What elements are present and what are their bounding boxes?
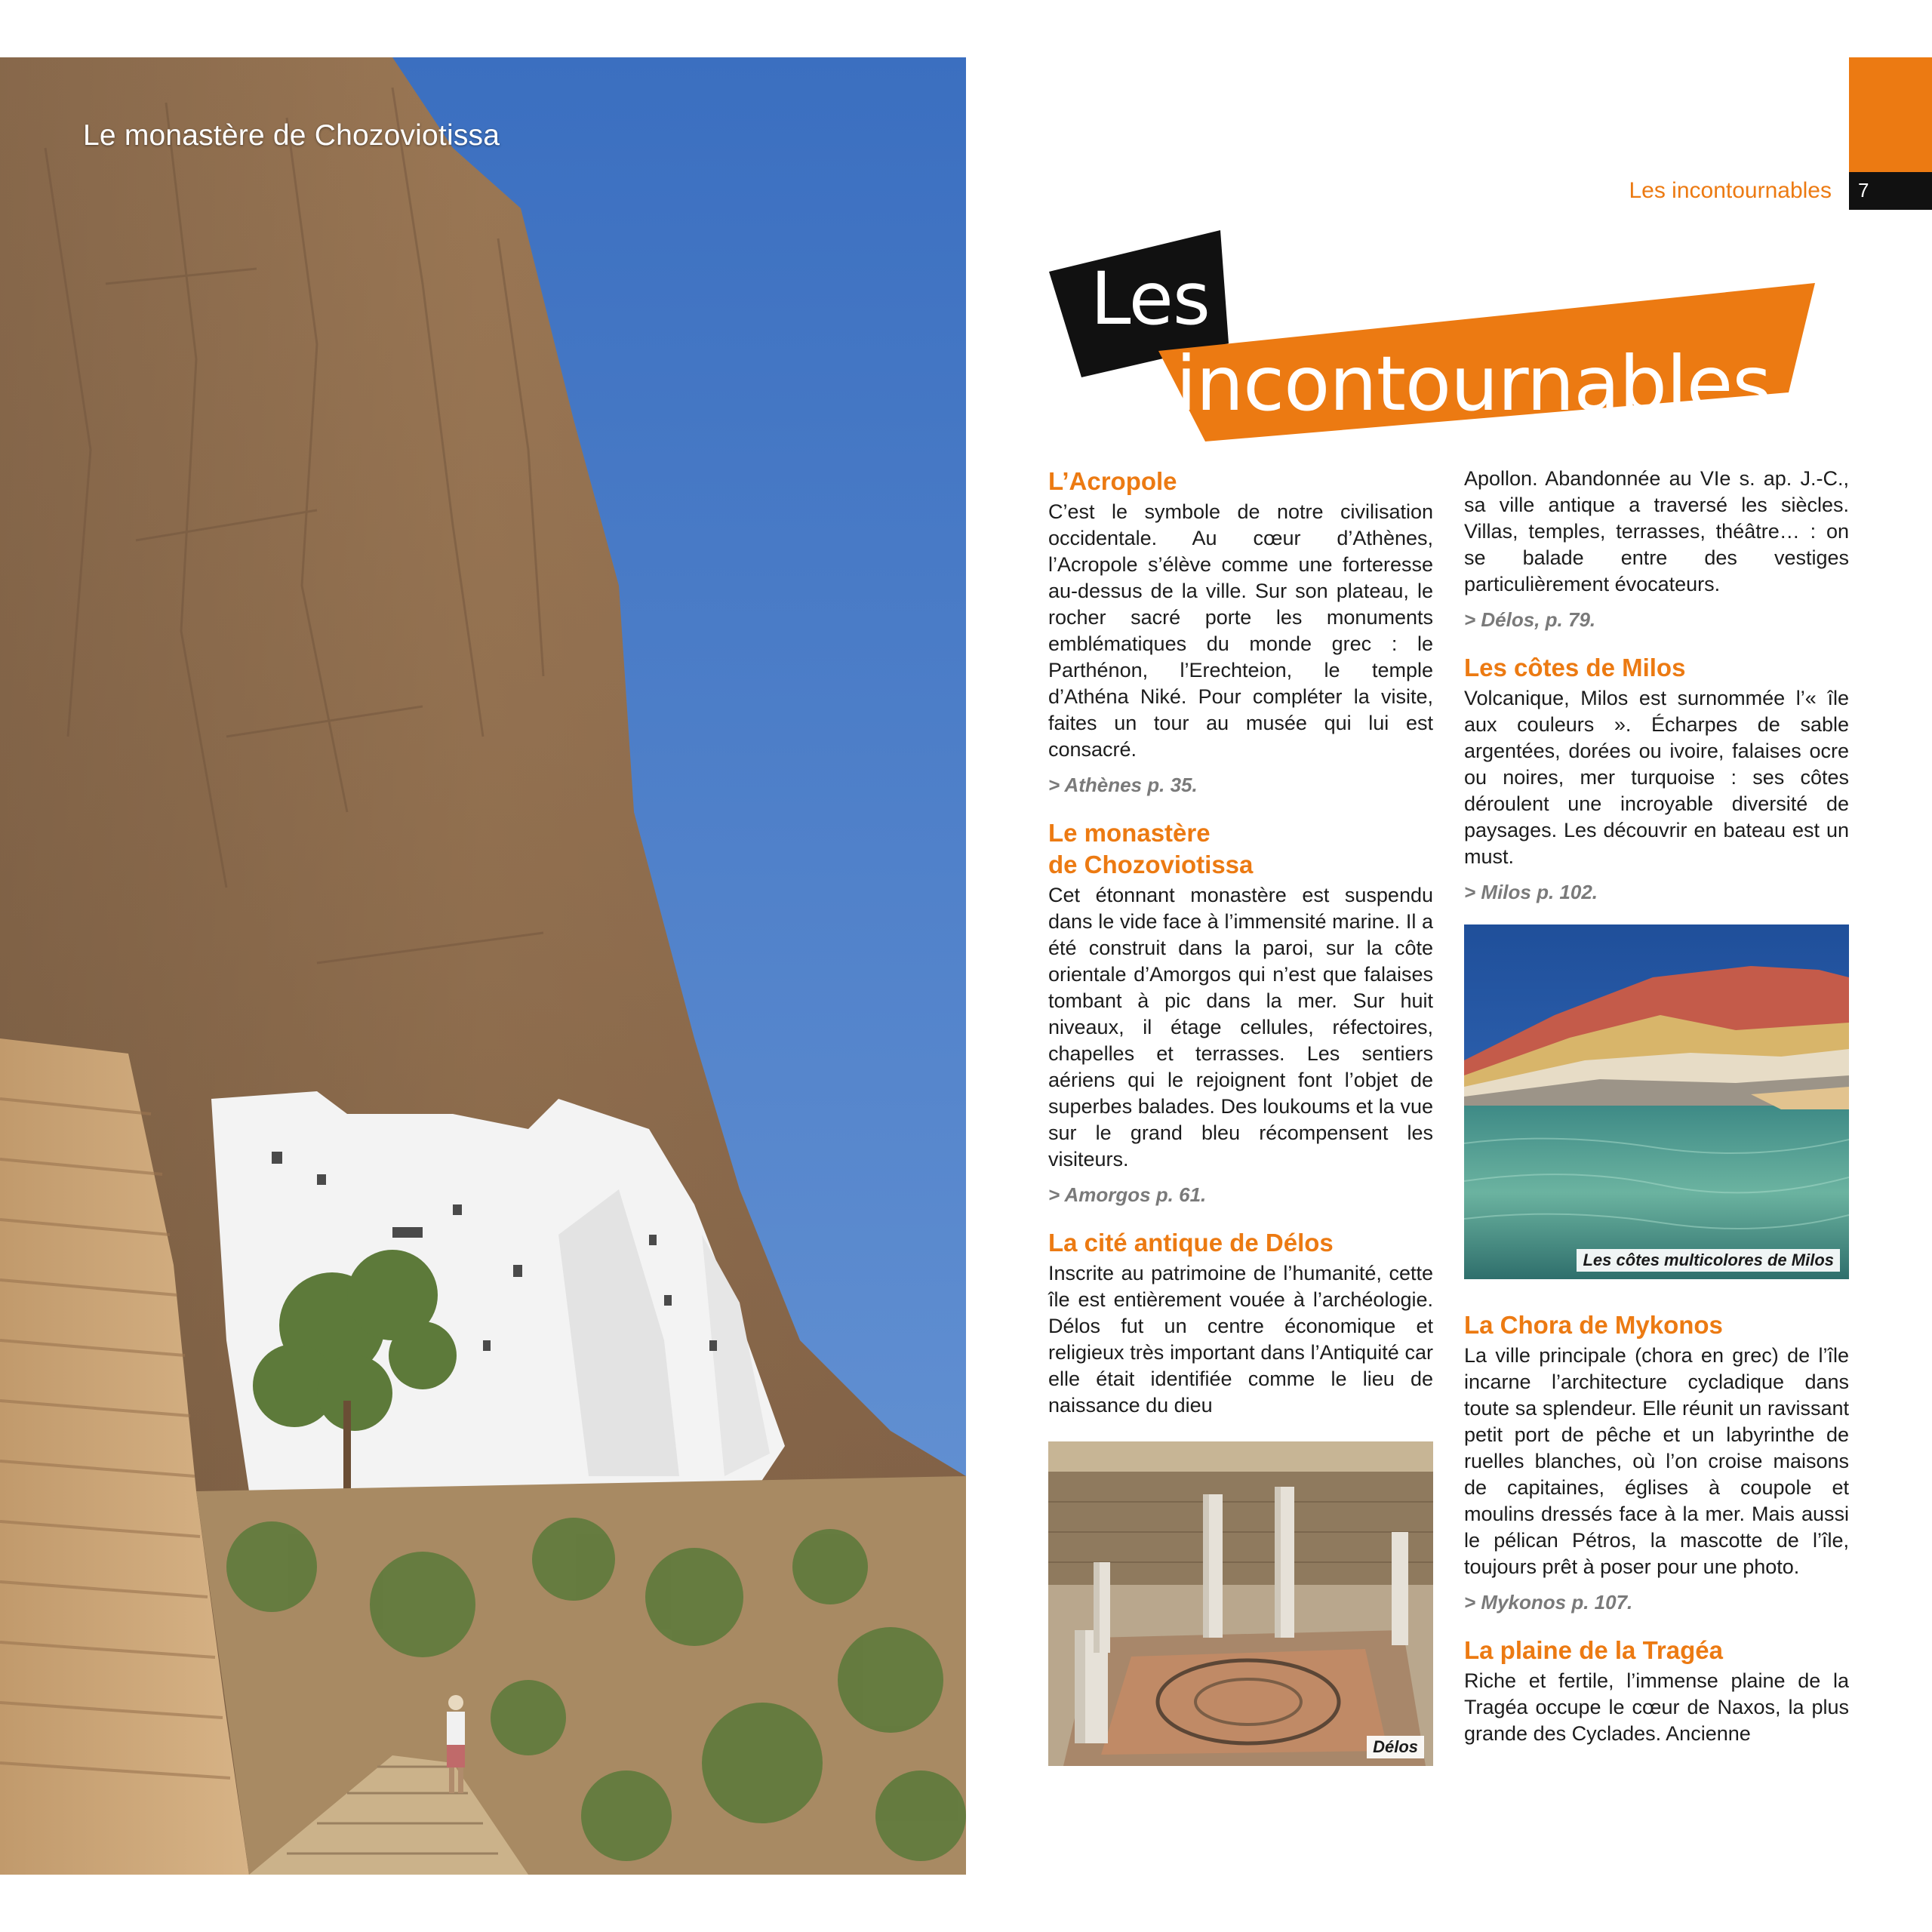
delos-illustration xyxy=(1048,1441,1433,1766)
running-head: Les incontournables xyxy=(1629,178,1832,203)
entry-heading-line-1: Le monastère xyxy=(1048,819,1211,847)
entry-body: C’est le symbole de notre civilisation occidentale. Au cœur d’Athènes, l’Acropole s’élève comme une forteresse au-dessus de la ville. Sur son plateau, le rocher sacré porte les monuments emblématiques du monde grec : le Parthénon, l’Erechteion, le temple d’Athéna Niké. Pour compléter la visite, faites un tour au musée qui lui est consacré. xyxy=(1048,500,1433,761)
photo-label: Délos xyxy=(1367,1736,1424,1758)
entry-heading xyxy=(1048,817,1433,881)
entry-tragea xyxy=(1464,1635,1849,1747)
entry-heading: L’Acropole xyxy=(1048,467,1177,495)
entry-body: La ville principale (chora en grec) de l’île incarne l’architecture cycladique dans toute sa splendeur. Elle réunit un ravissant petit port de pêche et un labyrinthe de ruelles blanches, où l’on croise maisons de capitaines, églises à coupole et moulins dressés face à la mer. Mais aussi le pélican Pétros, la mascotte de l’île, toujours prêt à poser pour une photo. xyxy=(1464,1344,1849,1578)
corner-tab xyxy=(1849,57,1932,172)
text-column-right xyxy=(1464,466,1849,1767)
entry-reference: > Milos p. 102. xyxy=(1464,881,1598,903)
entry-reference: > Athènes p. 35. xyxy=(1048,774,1198,796)
entry-heading: La plaine de la Tragéa xyxy=(1464,1636,1723,1664)
entry-body: Volcanique, Milos est surnommée l’« île aux couleurs ». Écharpes de sable argentées, dorées ou ivoire, falaises ocre ou noires, mer turquoise : ses côtes déroulent une incroyable diversité de paysages. Les découvrir en bateau est un must. xyxy=(1464,687,1849,868)
milos-photo xyxy=(1464,924,1849,1279)
entry-mykonos xyxy=(1464,1309,1849,1615)
title-line-1: Les xyxy=(1091,257,1210,341)
entry-acropole xyxy=(1048,466,1433,798)
monastery-illustration xyxy=(0,57,966,1875)
monastery-photo xyxy=(0,57,966,1875)
title-line-2: incontournables xyxy=(1176,340,1771,428)
entry-heading: Les côtes de Milos xyxy=(1464,654,1686,681)
entry-delos-continued xyxy=(1464,466,1849,632)
entry-delos xyxy=(1048,1227,1433,1419)
entry-body: Apollon. Abandonnée au VIe s. ap. J.-C., sa ville antique a traversé les siècles. Villas, temples, terrasses, théâtre… : on se balade entre des vestiges particulièrement évocateurs. xyxy=(1464,467,1849,595)
entry-reference: > Amorgos p. 61. xyxy=(1048,1183,1207,1206)
entry-milos xyxy=(1464,652,1849,905)
entry-reference: > Mykonos p. 107. xyxy=(1464,1591,1633,1614)
page-number: 7 xyxy=(1858,179,1869,202)
entry-heading: La Chora de Mykonos xyxy=(1464,1311,1723,1339)
delos-photo xyxy=(1048,1441,1433,1766)
entry-body: Cet étonnant monastère est suspendu dans le vide face à l’immensité marine. Il a été construit dans la paroi, sur la côte orientale d’Amorgos qui n’est que falaises tombant à pic dans la mer. Sur huit niveaux, il étage cellules, réfectoires, chapelles et terrasses. Les sentiers aériens qui le rejoignent font l’objet de superbes balades. Des loukoums et la vue sur le grand bleu récompensent les visiteurs. xyxy=(1048,884,1433,1171)
photo-caption: Le monastère de Chozoviotissa xyxy=(83,119,500,152)
entry-chozoviotissa xyxy=(1048,817,1433,1208)
milos-illustration xyxy=(1464,924,1849,1279)
entry-body: Riche et fertile, l’immense plaine de la Tragéa occupe le cœur de Naxos, la plus grande des Cyclades. Ancienne xyxy=(1464,1669,1849,1745)
entry-reference: > Délos, p. 79. xyxy=(1464,608,1596,631)
entry-heading-line-2: de Chozoviotissa xyxy=(1048,851,1254,878)
photo-label: Les côtes multicolores de Milos xyxy=(1577,1249,1840,1272)
section-title xyxy=(1045,226,1823,445)
text-column-left xyxy=(1048,466,1433,1766)
entry-heading: La cité antique de Délos xyxy=(1048,1229,1334,1257)
entry-body: Inscrite au patrimoine de l’humanité, cette île est entièrement vouée à l’archéologie. Délos fut un centre économique et religieux très important dans l’Antiquité car elle était identifiée comme le lieu de naissance du dieu xyxy=(1048,1262,1433,1417)
